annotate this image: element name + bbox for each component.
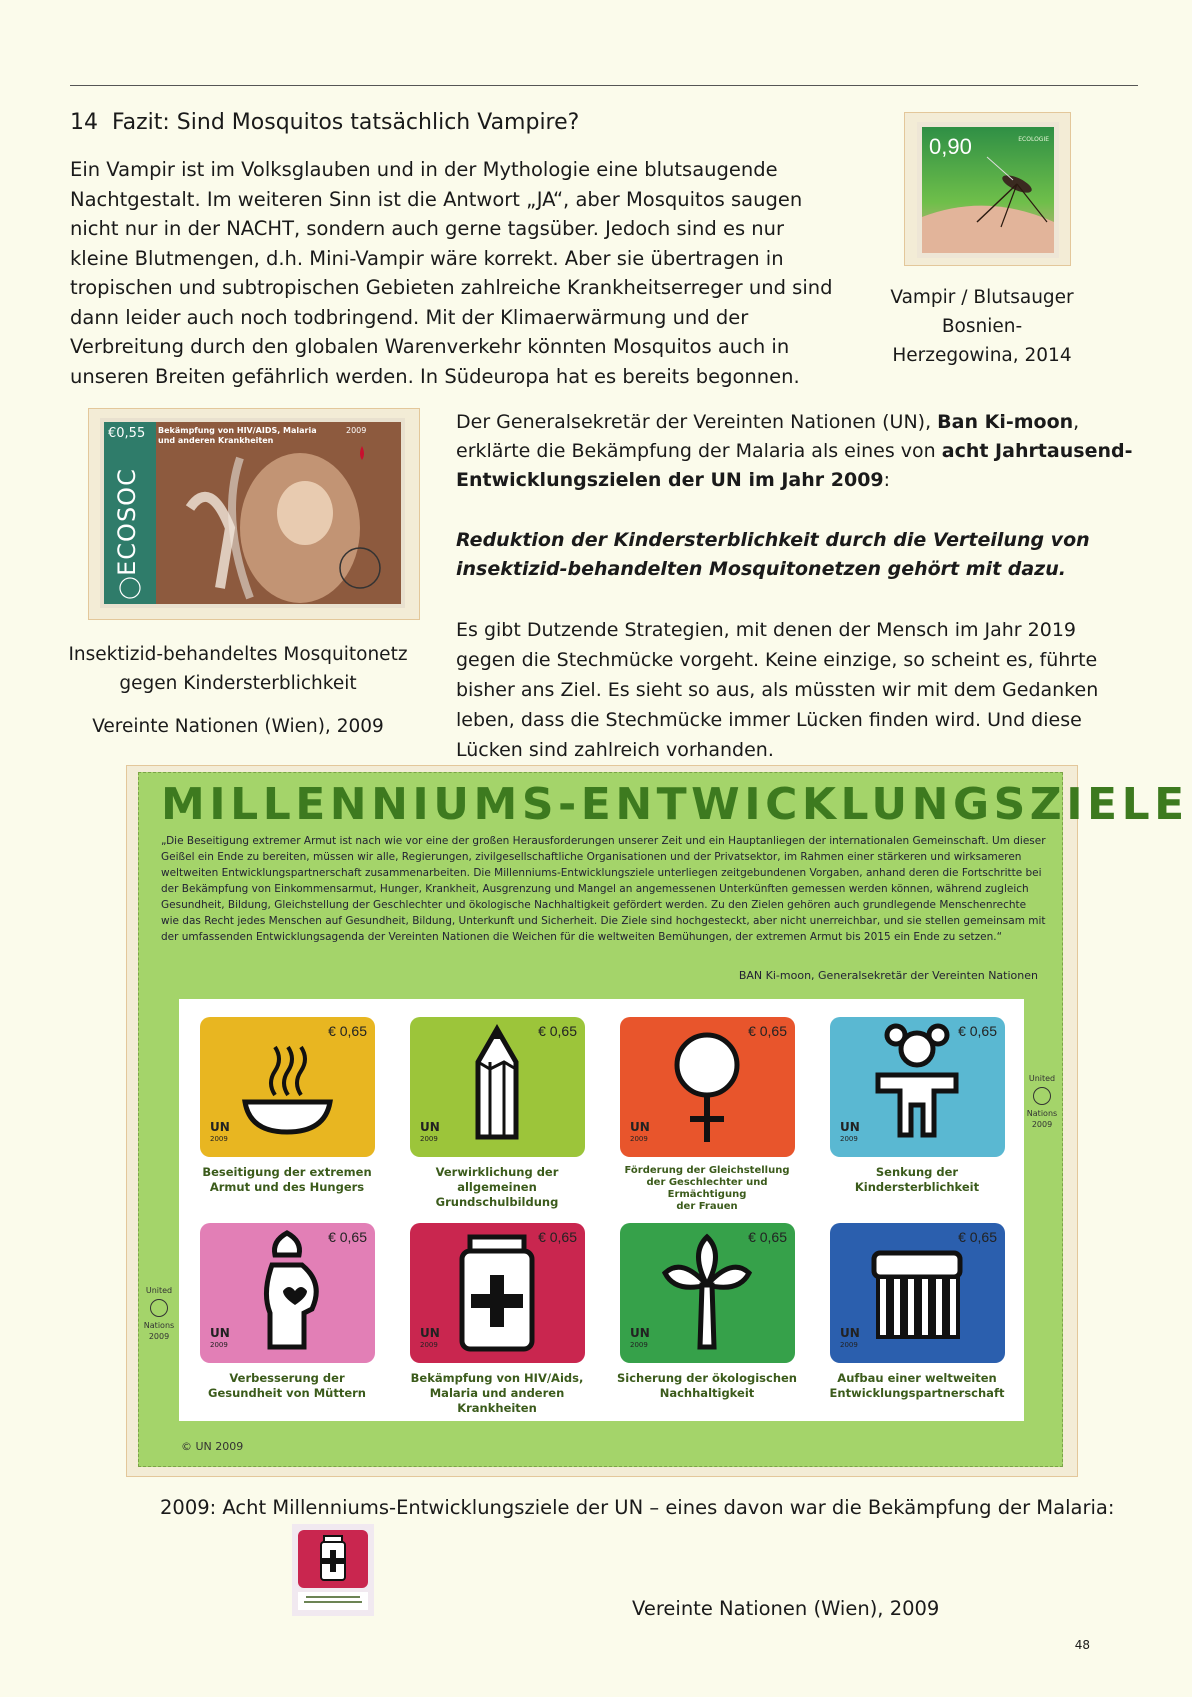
un-label: UN — [420, 1326, 440, 1340]
un-label: UN — [210, 1326, 230, 1340]
stamp-value: € 0,65 — [538, 1229, 577, 1245]
ecosoc-stamp-text: Bekämpfung von HIV/AIDS, Malaria und anderen Krankheiten — [158, 426, 317, 445]
bold-text: Ban Ki-moon — [937, 411, 1074, 433]
caption-line: Sicherung der ökologischen — [616, 1371, 797, 1385]
text: : — [883, 469, 891, 491]
strategien-line: gegen die Stechmücke vorgeht. Keine einzige, so scheint es, führte — [456, 649, 1098, 671]
caption-line: der Geschlechter und Ermächtigung — [646, 1177, 768, 1200]
intro-line: Ein Vampir ist im Volksglauben und in der Mythologie eine blutsaugende — [70, 158, 778, 181]
reduktion-line: Reduktion der Kindersterblichkeit durch die Verteilung von — [456, 529, 1090, 551]
stamp-goal-5 — [187, 1211, 387, 1411]
reduktion-paragraph — [456, 526, 1156, 584]
stamp-goal-2 — [397, 1005, 597, 1209]
un-mark — [840, 1121, 860, 1145]
caption-line: gegen Kindersterblichkeit — [119, 673, 357, 694]
malaria-net-stamp-image — [100, 418, 405, 608]
un-mark — [210, 1121, 230, 1145]
caption-line: Bosnien- — [941, 316, 1023, 337]
intro-line: unseren Breiten gefährlich werden. In Südeuropa hat es bereits begonnen. — [70, 364, 800, 388]
bottom-caption: 2009: Acht Millenniums-Entwicklungsziele der UN – eines davon war die Bekämpfung der Malaria: — [160, 1496, 1115, 1519]
intro-paragraph — [70, 155, 870, 391]
un-mark — [630, 1121, 650, 1145]
stamp-goal-3 — [607, 1005, 807, 1212]
stamp-tile — [830, 1223, 1005, 1363]
un-year: 2009 — [420, 1341, 438, 1349]
sheet-copyright: © UN 2009 — [181, 1440, 244, 1453]
un-label: UN — [840, 1326, 860, 1340]
stamp-caption — [817, 1371, 1017, 1401]
strategien-line: bisher ans Ziel. Es sieht so aus, als müssten wir mit dem Gedanken — [456, 679, 1099, 701]
stamp-goal-8 — [817, 1211, 1017, 1411]
stamp-caption — [397, 1165, 597, 1210]
un-mark — [630, 1327, 650, 1351]
stamp-value: € 0,65 — [958, 1229, 997, 1245]
section-number: 14 — [70, 110, 98, 135]
reduktion-line: insektizid-behandelten Mosquitonetzen gehört mit dazu. — [456, 558, 1066, 580]
stamp-caption — [187, 1165, 387, 1195]
un-year: 2009 — [210, 1135, 228, 1143]
section-heading — [70, 110, 579, 135]
caption-line: Insektizid-behandeltes Mosquitonetz — [68, 644, 408, 665]
un-mark — [840, 1327, 860, 1351]
intro-line: dann leider auch noch todbringend. Mit der Klimaerwärmung und der — [70, 305, 749, 329]
un-label: UN — [210, 1120, 230, 1134]
caption-line: Grundschulbildung — [435, 1195, 559, 1209]
ecosoc-stamp-value: €0,55 — [108, 426, 146, 441]
stamp-goal-4 — [817, 1005, 1017, 1205]
intro-line: tropischen und subtropischen Gebieten zahlreiche Krankheitserreger und sind — [70, 276, 833, 299]
un-label: UN — [420, 1120, 440, 1134]
un-year: 2009 — [420, 1135, 438, 1143]
stamp-value: € 0,65 — [958, 1023, 997, 1039]
stamp-goal-6 — [397, 1211, 597, 1415]
strategien-paragraph — [456, 615, 1146, 765]
sheet-title: MILLENNIUMS-ENTWICKLUNGSZIELE — [161, 779, 1189, 830]
strategien-line: Es gibt Dutzende Strategien, mit denen der Mensch im Jahr 2019 — [456, 619, 1077, 641]
caption-line: der Frauen — [676, 1201, 738, 1212]
caption-line: Aufbau einer weltweiten — [837, 1371, 997, 1385]
bold-text: acht Jahrtausend- — [941, 440, 1133, 462]
stamp-goal-1 — [187, 1005, 387, 1205]
side-label-line: United — [145, 1286, 173, 1295]
text: erklärte die Bekämpfung der Malaria als eines von — [456, 440, 942, 462]
strategien-line: Lücken sind zahlreich vorhanden. — [456, 739, 774, 761]
stamp-tile — [620, 1223, 795, 1363]
un-label: UN — [630, 1120, 650, 1134]
ecosoc-stamp — [100, 418, 405, 608]
intro-line: kleine Blutmengen, d.h. Mini-Vampir wäre korrekt. Aber sie übertragen in — [70, 246, 784, 270]
un-year: 2009 — [210, 1341, 228, 1349]
intro-line: Nachtgestalt. Im weiteren Sinn ist die Antwort „JA“, aber Mosquitos saugen — [70, 187, 803, 211]
stamp-tile — [620, 1017, 795, 1157]
un-emblem-icon — [150, 1299, 168, 1317]
section-title: Fazit: Sind Mosquitos tatsächlich Vampire? — [112, 110, 580, 135]
side-label-right — [1022, 1073, 1062, 1130]
caption-line: Nachhaltigkeit — [659, 1386, 755, 1400]
bosnia-caption — [862, 283, 1102, 370]
un-emblem-icon — [1033, 1087, 1051, 1105]
intro-line: Verbreitung durch den globalen Warenverkehr könnten Mosquitos auch in — [70, 335, 790, 358]
caption-line: Armut und des Hungers — [209, 1180, 365, 1194]
ban-ki-moon-paragraph — [456, 408, 1156, 495]
caption-line: Malaria und anderen Krankheiten — [429, 1386, 565, 1415]
caption-line: Verbesserung der — [229, 1371, 345, 1385]
un-year: 2009 — [630, 1135, 648, 1143]
caption-line: Vereinte Nationen (Wien), 2009 — [92, 716, 384, 737]
un-label: UN — [840, 1120, 860, 1134]
stamp-goal-7 — [607, 1211, 807, 1411]
stamp-tile — [200, 1017, 375, 1157]
stamp-block — [179, 999, 1024, 1421]
side-label-line: Nations — [1026, 1109, 1058, 1118]
ecosoc-stamp-side: ECOSOC — [113, 468, 141, 576]
stamp-tile — [200, 1223, 375, 1363]
stamp-value: € 0,65 — [748, 1023, 787, 1039]
caption-line: Herzegowina, 2014 — [892, 345, 1072, 366]
page-number: 48 — [1074, 1638, 1090, 1652]
side-label-left — [139, 1285, 179, 1342]
stamp-caption — [607, 1165, 807, 1213]
un-year: 2009 — [630, 1341, 648, 1349]
caption-line: Verwirklichung der allgemeinen — [435, 1165, 559, 1194]
caption-line: Kindersterblichkeit — [854, 1180, 980, 1194]
caption-line: Beseitigung der extremen — [202, 1165, 372, 1179]
side-label-line: 2009 — [1031, 1120, 1053, 1129]
sheet-author: BAN Ki-moon, Generalsekretär der Vereinten Nationen — [738, 969, 1038, 982]
stamp-value: € 0,65 — [748, 1229, 787, 1245]
side-label-line: Nations — [143, 1321, 175, 1330]
caption-line: Entwicklungspartnerschaft — [829, 1386, 1005, 1400]
un-year: 2009 — [840, 1135, 858, 1143]
strategien-line: leben, dass die Stechmücke immer Lücken finden wird. Und diese — [456, 709, 1082, 731]
bosnia-stamp-value: 0,90 — [929, 134, 972, 159]
stamp-value: € 0,65 — [538, 1023, 577, 1039]
text: Der Generalsekretär der Vereinten Nationen (UN), — [456, 411, 938, 433]
single-malaria-stamp — [292, 1524, 374, 1616]
sheet-quote: „Die Beseitigung extremer Armut ist nach wie vor eine der großen Herausforderungen unserer Zeit und ein Hauptanliegen der internationalen Gemeinschaft. Um dieser Geißel ein Ende zu bereiten, müssen wir alle, Regierungen, zivilgesellschaftliche Organisationen und der Privatsektor, im Rahmen einer stärkeren und wirksameren weltweiten Entwicklungspartnerschaft zusammenarbeiten. Die Millenniums-Entwicklungsziele unterliegen zeitgebundenen Vorgaben, anhand deren die Fortschritte bei der Bekämpfung von Einkommensarmut, Hunger, Krankheit, Ausgrenzung und Mangel an angemessenen Unterkünften gemessen werden können, während zugleich Gesundheit, Bildung, Gleichstellung der Geschlechter und ökologische Nachhaltigkeit gefördert werden. Zu den Zielen gehören auch grundlegende Menschenrechte wie das Recht jedes Menschen auf Gesundheit, Bildung, Unterkunft und Sicherheit. Die Ziele sind hochgesteckt, aber nicht unerreichbar, und sie stellen gemeinsam mit der umfassenden Entwicklungsagenda der Vereinten Nationen die Weichen für die weltweiten Bemühungen, der extremen Armut bis 2015 ein Ende zu setzen.“ — [161, 835, 1046, 943]
stamp-caption — [817, 1165, 1017, 1195]
top-rule — [70, 85, 1138, 86]
un-label: UN — [630, 1326, 650, 1340]
un-year: 2009 — [840, 1341, 858, 1349]
ecosoc-stamp-year: 2009 — [346, 426, 367, 435]
stamp-caption — [397, 1371, 597, 1416]
intro-line: nicht nur in der NACHT, sondern auch gerne tagsüber. Jedoch sind es nur — [70, 217, 785, 240]
medicine-jar-icon — [292, 1524, 374, 1616]
bosnia-stamp — [917, 122, 1059, 258]
text: , — [1073, 411, 1080, 433]
stamp-value: € 0,65 — [328, 1229, 367, 1245]
side-label-line: United — [1028, 1074, 1056, 1083]
side-label-line: 2009 — [148, 1332, 170, 1341]
caption-line: Förderung der Gleichstellung — [624, 1165, 790, 1176]
caption-line: Vampir / Blutsauger — [890, 287, 1074, 308]
caption-line: Senkung der — [875, 1165, 959, 1179]
stamp-value: € 0,65 — [328, 1023, 367, 1039]
bosnia-stamp-brand: ECOLOGIE — [1018, 136, 1049, 143]
un-mark — [420, 1327, 440, 1351]
stamp-tile — [830, 1017, 1005, 1157]
stamp-tile — [410, 1017, 585, 1157]
stamp-tile — [410, 1223, 585, 1363]
un-mark — [420, 1121, 440, 1145]
stamp-caption — [607, 1371, 807, 1401]
ecosoc-caption — [48, 640, 428, 741]
caption-line: Bekämpfung von HIV/Aids, — [410, 1371, 584, 1385]
stamp-caption — [187, 1371, 387, 1401]
bottom-caption-2: Vereinte Nationen (Wien), 2009 — [632, 1597, 940, 1620]
caption-line: Gesundheit von Müttern — [208, 1386, 366, 1400]
bold-text: Entwicklungszielen der UN im Jahr 2009 — [456, 469, 884, 491]
un-mark — [210, 1327, 230, 1351]
millennium-souvenir-sheet — [138, 772, 1189, 1467]
